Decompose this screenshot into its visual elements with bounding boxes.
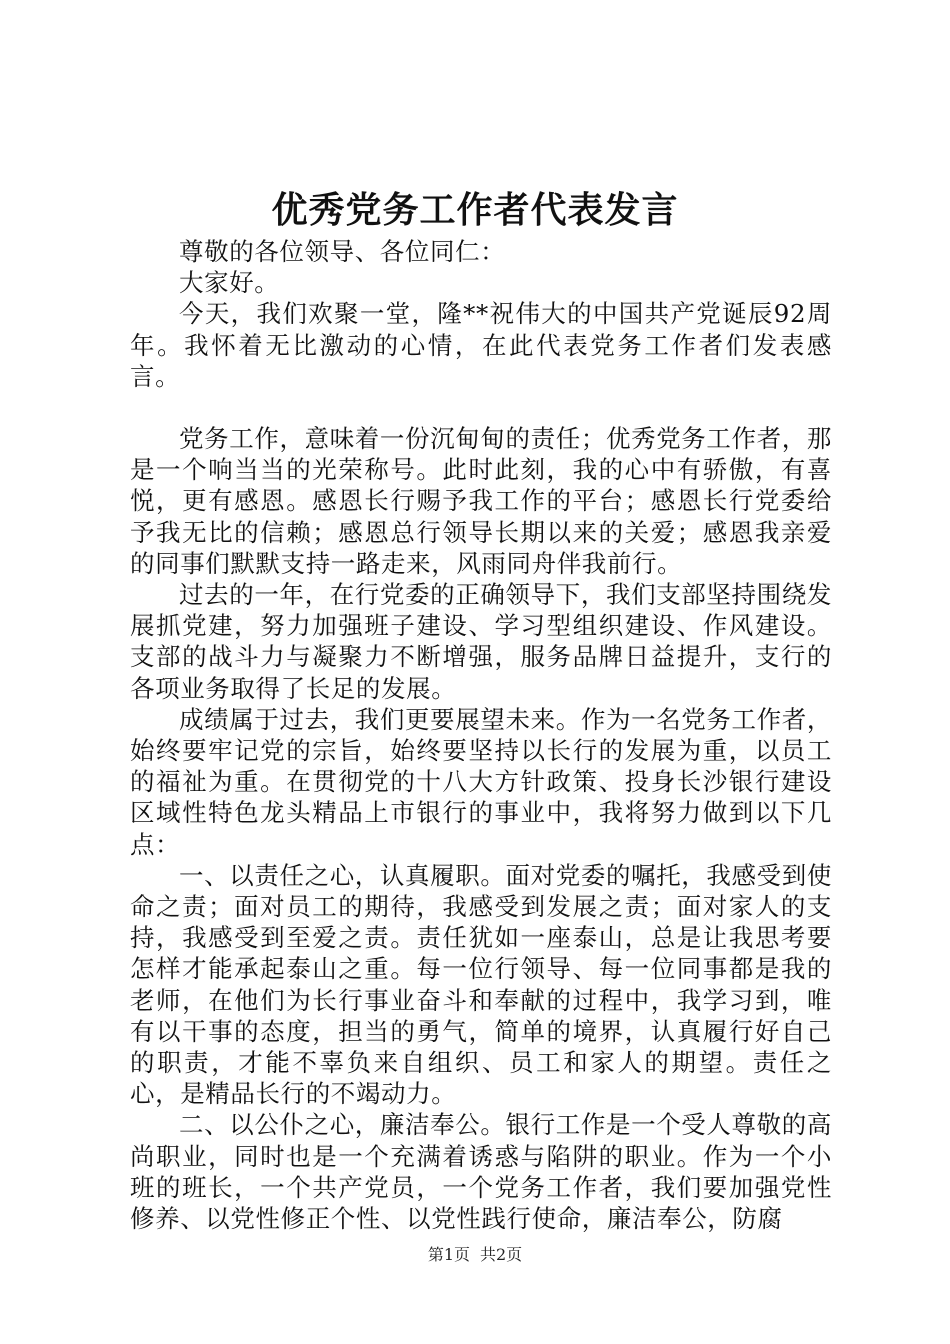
document-title: 优秀党务工作者代表发言 <box>271 189 679 231</box>
paragraph-opening: 今天，我们欢聚一堂，隆**祝伟大的中国共产党诞辰92周年。我怀着无比激动的心情，在此代表党务工作者们发表感言。 <box>130 299 832 391</box>
document-body <box>130 236 832 1234</box>
page-number: 第1页 <box>427 1245 470 1264</box>
paragraph-past-year: 过去的一年，在行党委的正确领导下，我们支部坚持围绕发展抓党建，努力加强班子建设、学习型组织建设、作风建设。支部的战斗力与凝聚力不断增强，服务品牌日益提升，支行的各项业务取得了长足的发展。 <box>130 580 832 703</box>
paragraph-point-one: 一、以责任之心，认真履职。面对党委的嘱托，我感受到使命之责；面对员工的期待，我感受到发展之责；面对家人的支持，我感受到至爱之责。责任犹如一座泰山，总是让我思考要怎样才能承起泰山之重。每一位行领导、每一位同事都是我的老师，在他们为长行事业奋斗和奉献的过程中，我学习到，唯有以干事的态度，担当的勇气，简单的境界，认真履行好自己的职责，才能不辜负来自组织、员工和家人的期望。责任之心，是精品长行的不竭动力。 <box>130 860 832 1109</box>
page-footer <box>0 1244 950 1266</box>
page-total: 共2页 <box>480 1245 523 1264</box>
greeting: 大家好。 <box>179 268 280 298</box>
paragraph-future: 成绩属于过去，我们更要展望未来。作为一名党务工作者，始终要牢记党的宗旨，始终要坚持以长行的发展为重，以员工的福祉为重。在贯彻党的十八大方针政策、投身长沙银行建设区域性特色龙头精品上市银行的事业中，我将努力做到以下几点： <box>130 704 832 859</box>
paragraph-point-two: 二、以公仆之心，廉洁奉公。银行工作是一个受人尊敬的高尚职业，同时也是一个充满着诱惑与陷阱的职业。作为一个小班的班长，一个共产党员，一个党务工作者，我们要加强党性修养、以党性修正个性、以党性践行使命，廉洁奉公，防腐 <box>130 1110 832 1234</box>
salutation: 尊敬的各位领导、各位同仁： <box>179 237 506 266</box>
paragraph-responsibility: 党务工作，意味着一份沉甸甸的责任；优秀党务工作者，那是一个响当当的光荣称号。此时此刻，我的心中有骄傲，有喜悦，更有感恩。感恩长行赐予我工作的平台；感恩长行党委给予我无比的信赖；感恩总行领导长期以来的关爱；感恩我亲爱的同事们默默支持一路走来，风雨同舟伴我前行。 <box>130 424 832 578</box>
